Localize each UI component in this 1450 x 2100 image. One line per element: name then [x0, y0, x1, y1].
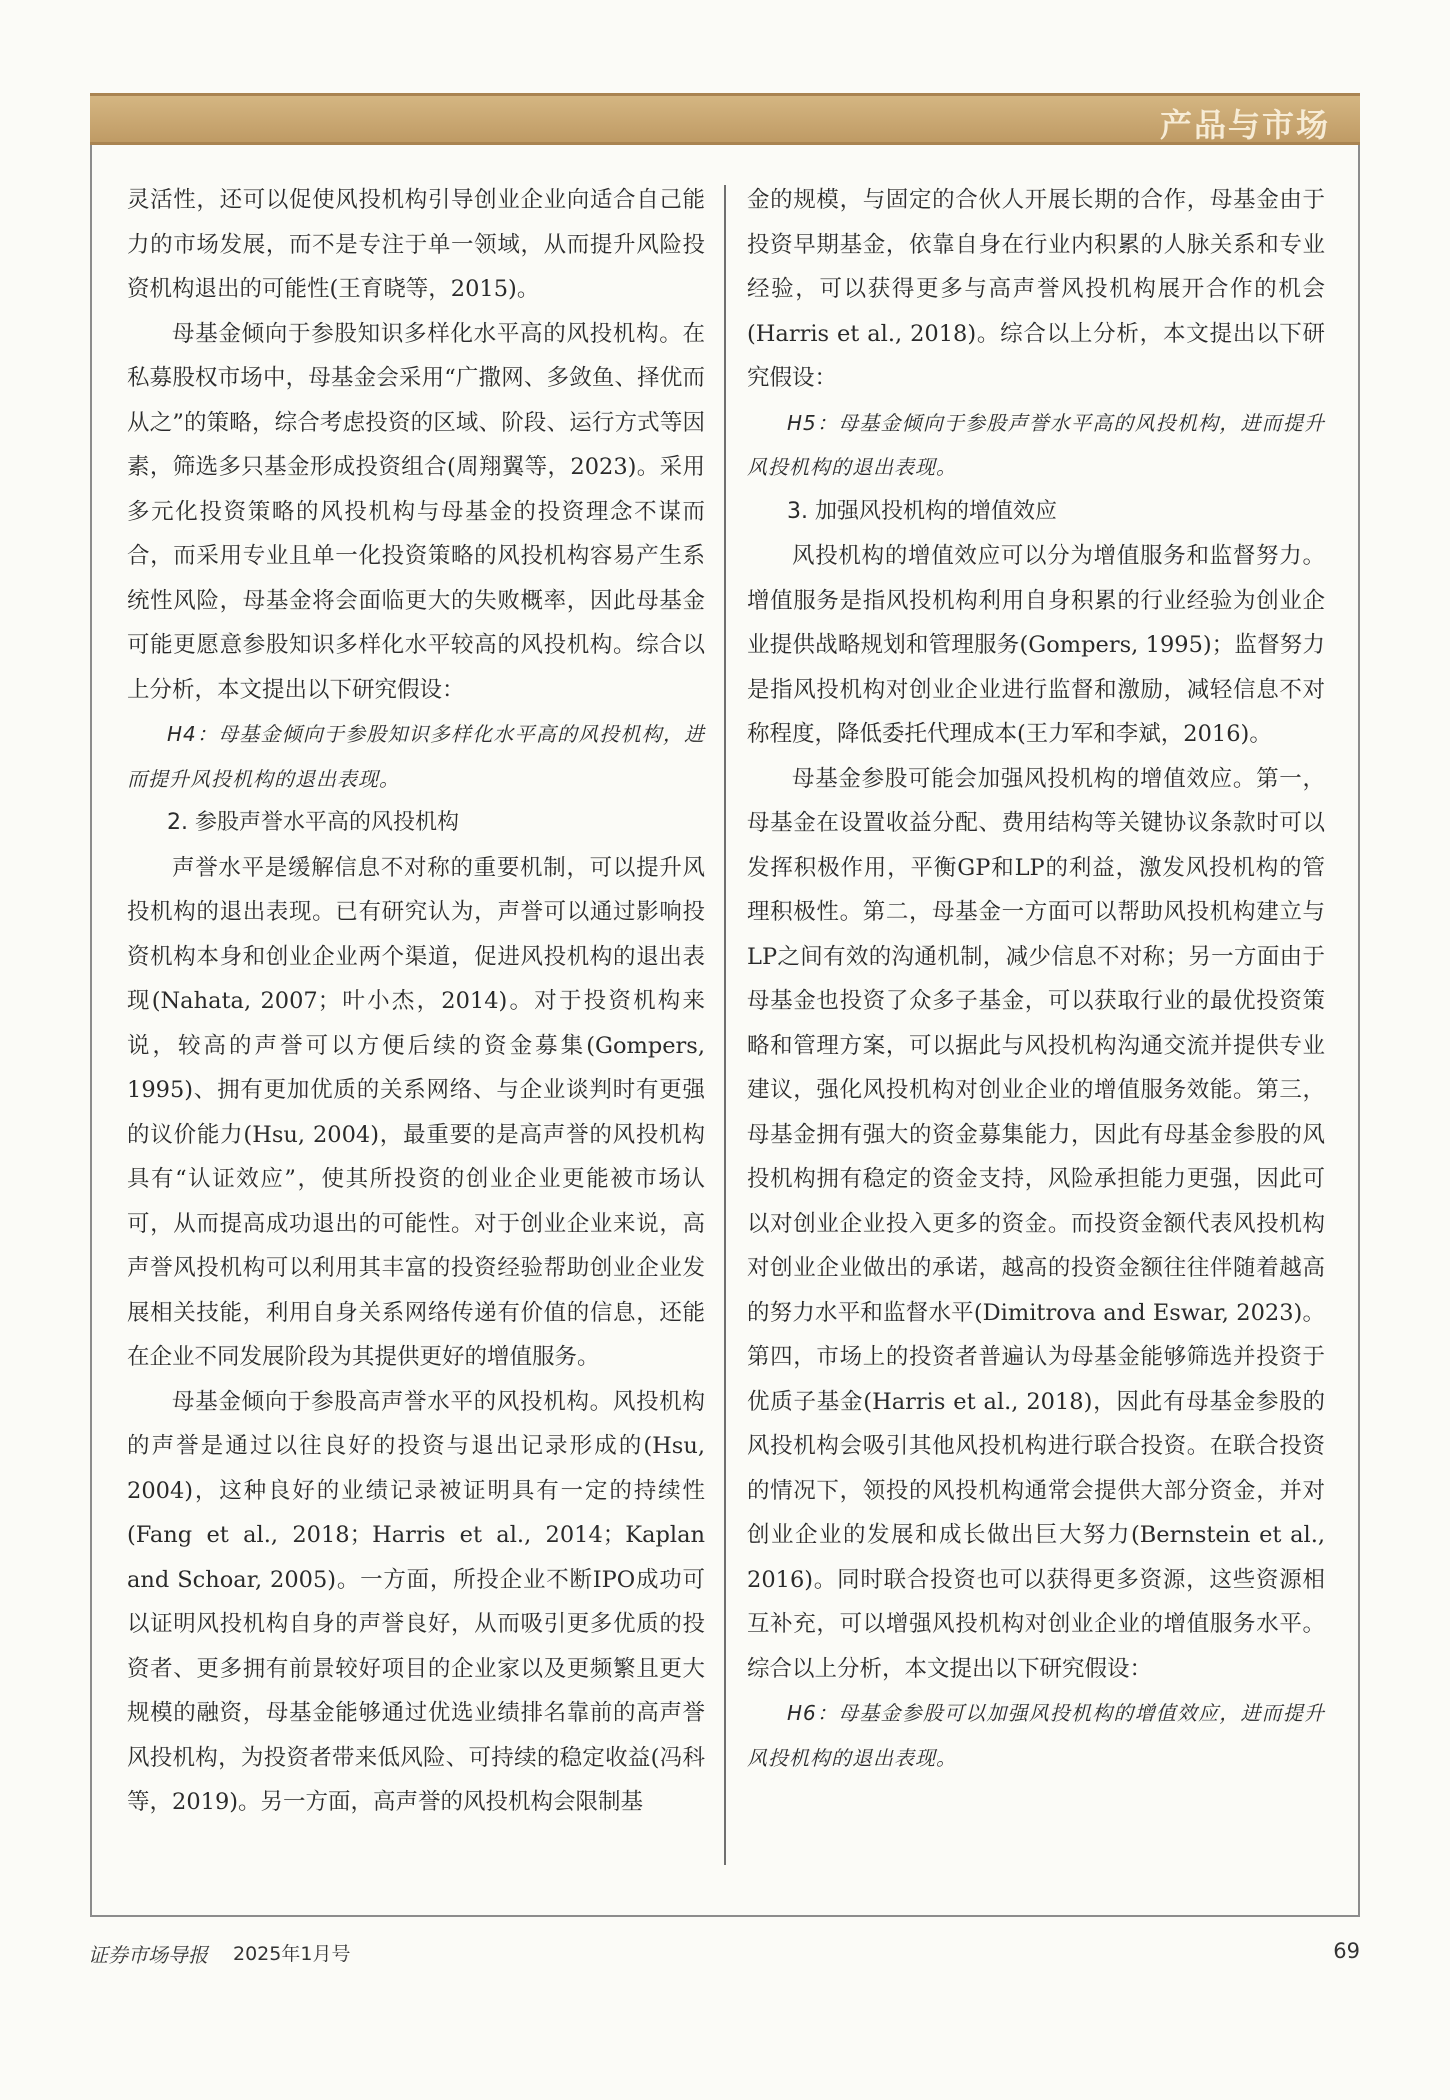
column-divider	[724, 185, 726, 1865]
section-header-band	[90, 93, 1360, 145]
subsection-heading: 2. 参股声誉水平高的风投机构	[167, 810, 459, 835]
page-number: 69	[1333, 1939, 1360, 1963]
body-paragraph: 母基金参股可能会加强风投机构的增值效应。第一，母基金在设置收益分配、费用结构等关键协议条款时可以发挥积极作用，平衡GP和LP的利益，激发风投机构的管理积极性。第二，母基金一方面可以帮助风投机构建立与LP之间有效的沟通机制，减少信息不对称；另一方面由于母基金也投资了众多子基金，可以获取行业的最优投资策略和管理方案，可以据此与风投机构沟通交流并提供专业建议，强化风投机构对创业企业的增值服务效能。第三，母基金拥有强大的资金募集能力，因此有母基金参股的风投机构拥有稳定的资金支持，风险承担能力更强，因此可以对创业企业投入更多的资金。而投资金额代表风投机构对创业企业做出的承诺，越高的投资金额往往伴随着越高的努力水平和监督水平(Dimitrova and Eswar, 2023)。第四，市场上的投资者普遍认为母基金能够筛选并投资于优质子基金(Harris et al., 2018)，因此有母基金参股的风投机构会吸引其他风投机构进行联合投资。在联合投资的情况下，领投的风投机构通常会提供大部分资金，并对创业企业的发展和成长做出巨大努力(Bernstein et al., 2016)。同时联合投资也可以获得更多资源，这些资源相互补充，可以增强风投机构对创业企业的增值服务水平。综合以上分析，本文提出以下研究假设：	[747, 765, 1325, 1682]
body-paragraph: 声誉水平是缓解信息不对称的重要机制，可以提升风投机构的退出表现。已有研究认为，声誉可以通过影响投资机构本身和创业企业两个渠道，促进风投机构的退出表现(Nahata, 2007；叶小杰，2014)。对于投资机构来说，较高的声誉可以方便后续的资金募集(Gompers, 1995)、拥有更加优质的关系网络、与企业谈判时有更强的议价能力(Hsu, 2004)，最重要的是高声誉的风投机构具有“认证效应”，使其所投资的创业企业更能被市场认可，从而提高成功退出的可能性。对于创业企业来说，高声誉风投机构可以利用其丰富的投资经验帮助创业企业发展相关技能，利用自身关系网络传递有价值的信息，还能在企业不同发展阶段为其提供更好的增值服务。	[127, 854, 705, 1370]
right-column	[747, 178, 1325, 1780]
journal-name: 证券市场导报	[88, 1943, 208, 1967]
body-paragraph: 金的规模，与固定的合伙人开展长期的合作，母基金由于投资早期基金，依靠自身在行业内积累的人脉关系和专业经验，可以获得更多与高声誉风投机构展开合作的机会(Harris et al., 2018)。综合以上分析，本文提出以下研究假设：	[747, 187, 1325, 391]
hypothesis-h5: H5：母基金倾向于参股声誉水平高的风投机构，进而提升风投机构的退出表现。	[747, 410, 1325, 479]
body-paragraph: 母基金倾向于参股知识多样化水平高的风投机构。在私募股权市场中，母基金会采用“广撒网、多敛鱼、择优而从之”的策略，综合考虑投资的区域、阶段、运行方式等因素，筛选多只基金形成投资组合(周翔翼等，2023)。采用多元化投资策略的风投机构与母基金的投资理念不谋而合，而采用专业且单一化投资策略的风投机构容易产生系统性风险，母基金将会面临更大的失败概率，因此母基金可能更愿意参股知识多样化水平较高的风投机构。综合以上分析，本文提出以下研究假设：	[127, 320, 705, 703]
subsection-heading: 3. 加强风投机构的增值效应	[787, 498, 1057, 524]
hypothesis-h6: H6：母基金参股可以加强风投机构的增值效应，进而提升风投机构的退出表现。	[747, 1701, 1325, 1770]
issue-date: 2025年1月号	[233, 1943, 351, 1965]
body-paragraph: 母基金倾向于参股高声誉水平的风投机构。风投机构的声誉是通过以往良好的投资与退出记录形成的(Hsu, 2004)，这种良好的业绩记录被证明具有一定的持续性(Fang et al., 2018；Harris et al., 2014；Kaplan and Schoar, 2005)。一方面，所投企业不断IPO成功可以证明风投机构自身的声誉良好，从而吸引更多优质的投资者、更多拥有前景较好项目的企业家以及更频繁且更大规模的融资，母基金能够通过优选业绩排名靠前的高声誉风投机构，为投资者带来低风险、可持续的稳定收益(冯科等，2019)。另一方面，高声誉的风投机构会限制基	[127, 1388, 705, 1815]
left-column	[127, 178, 705, 1825]
body-paragraph: 灵活性，还可以促使风投机构引导创业企业向适合自己能力的市场发展，而不是专注于单一领域，从而提升风险投资机构退出的可能性(王育晓等，2015)。	[127, 187, 705, 302]
section-label: 产品与市场	[1159, 106, 1330, 144]
hypothesis-h4: H4：母基金倾向于参股知识多样化水平高的风投机构，进而提升风投机构的退出表现。	[127, 722, 705, 791]
body-paragraph: 风投机构的增值效应可以分为增值服务和监督努力。增值服务是指风投机构利用自身积累的行业经验为创业企业提供战略规划和管理服务(Gompers, 1995)；监督努力是指风投机构对创业企业进行监督和激励，减轻信息不对称程度，降低委托代理成本(王力军和李斌，2016)。	[747, 543, 1325, 747]
